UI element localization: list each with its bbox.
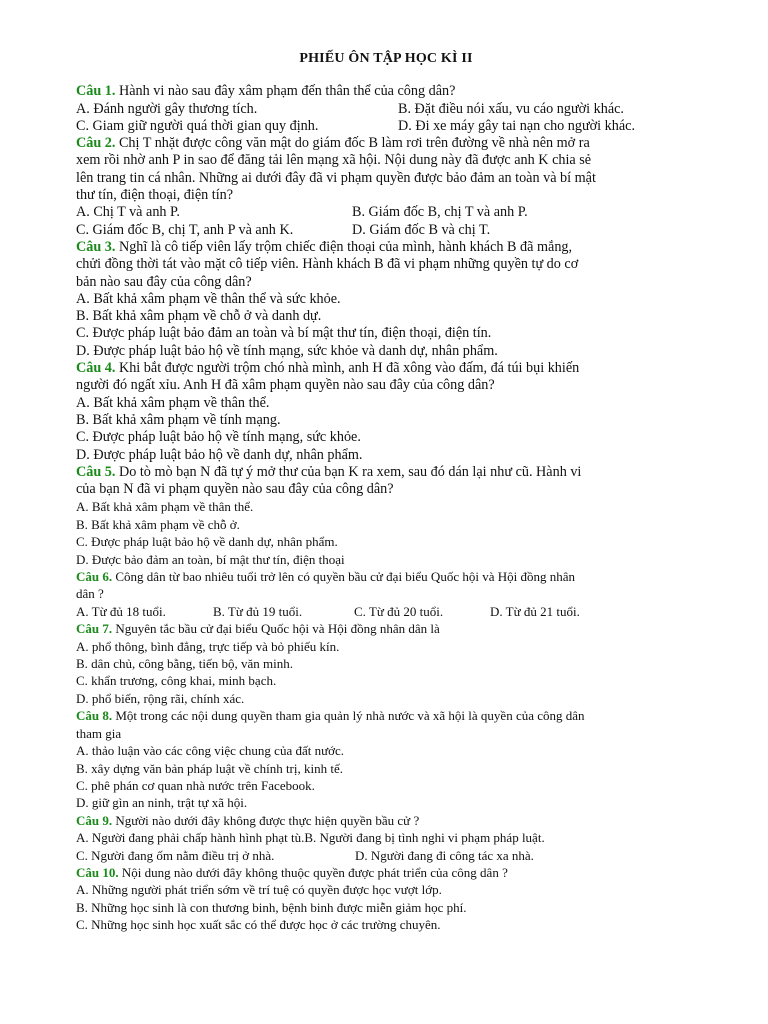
option: D. Được bảo đảm an toàn, bí mật thư tín, điện thoại — [76, 551, 345, 567]
question-text-line: Câu 9. Người nào dưới đây không được thực hiện quyền bầu cử ? — [76, 812, 420, 828]
question-7 — [76, 620, 696, 707]
question-list — [76, 83, 696, 933]
question-number: Câu 9. — [76, 812, 113, 828]
option: B. xây dựng văn bản pháp luật về chính trị, kinh tế. — [76, 760, 343, 776]
option: A. Đánh người gây thương tích. — [76, 100, 258, 117]
option: A. Chị T và anh P. — [76, 204, 180, 221]
question-4 — [76, 360, 696, 464]
question-number: Câu 8. — [76, 708, 113, 724]
option: D. Được pháp luật bảo hộ về danh dự, nhân phẩm. — [76, 446, 363, 463]
option: D. Đi xe máy gây tai nạn cho người khác. — [398, 117, 636, 134]
question-text-line: người đó ngất xỉu. Anh H đã xâm phạm quyền nào sau đây của công dân? — [76, 377, 495, 394]
question-text-line: bản nào sau đây của công dân? — [76, 273, 252, 290]
question-text-line: Câu 7. Nguyên tắc bầu cử đại biểu Quốc hội và Hội đồng nhân dân là — [76, 621, 440, 637]
option: D. phổ biến, rộng rãi, chính xác. — [76, 690, 245, 706]
question-6 — [76, 568, 696, 620]
option: C. Được pháp luật bảo đảm an toàn và bí mật thư tín, điện thoại, điện tín. — [76, 325, 492, 342]
option: D. Giám đốc B và chị T. — [352, 221, 491, 238]
question-number: Câu 4. — [76, 360, 116, 377]
option: D. Từ đủ 21 tuổi. — [490, 603, 580, 619]
option: B. dân chủ, công bằng, tiến bộ, văn minh. — [76, 656, 293, 672]
option: A. thảo luận vào các công việc chung của đất nước. — [76, 743, 345, 759]
document-title: PHIẾU ÔN TẬP HỌC KÌ II — [299, 51, 473, 66]
question-text-line: tham gia — [76, 725, 122, 741]
option: A. Từ đủ 18 tuổi. — [76, 603, 166, 619]
question-2 — [76, 135, 696, 239]
question-10 — [76, 864, 696, 934]
question-text-line: Câu 6. Công dân từ bao nhiêu tuổi trở lên có quyền bầu cử đại biểu Quốc hội và Hội đồng nhân — [76, 569, 575, 585]
question-text-line: Câu 8. Một trong các nội dung quyền tham gia quản lý nhà nước và xã hội là quyền của công dân — [76, 708, 585, 724]
option: A. Bất khả xâm phạm về thân thể và sức khỏe. — [76, 290, 341, 307]
option: A. Những người phát triển sớm về trí tuệ có quyền được học vượt lớp. — [76, 882, 442, 898]
option: B. Bất khả xâm phạm về chỗ ở và danh dự. — [76, 308, 322, 325]
question-1 — [76, 83, 696, 135]
option: A. Người đang phải chấp hành hình phạt tù.B. Người đang bị tình nghi vi phạm pháp luật. — [76, 830, 545, 846]
question-3 — [76, 239, 696, 360]
option: D. Được pháp luật bảo hộ về tính mạng, sức khỏe và danh dự, nhân phẩm. — [76, 342, 498, 359]
option: C. Từ đủ 20 tuổi. — [354, 603, 444, 619]
question-text-line: chửi đồng thời tát vào mặt cô tiếp viên. Hành khách B đã vi phạm những quyền tự do cơ — [76, 256, 579, 273]
question-text-line: Câu 5. Do tò mò bạn N đã tự ý mở thư của bạn K ra xem, sau đó dán lại như cũ. Hành vi — [76, 463, 582, 480]
option-row — [76, 101, 696, 118]
question-text-line: dân ? — [76, 586, 104, 602]
option: B. Những học sinh là con thương binh, bệnh binh được miễn giảm học phí. — [76, 899, 467, 915]
option-row — [76, 829, 696, 846]
question-5 — [76, 464, 696, 568]
question-number: Câu 5. — [76, 463, 116, 480]
question-number: Câu 1. — [76, 83, 116, 100]
option: C. Những học sinh học xuất sắc có thể được học ở các trường chuyên. — [76, 917, 441, 933]
option-row — [76, 204, 696, 221]
question-text-line: xem rồi nhờ anh P in sao để đăng tải lên mạng xã hội. Nội dung này đã được anh K chia sẻ — [76, 152, 592, 169]
question-text-line: Câu 1. Hành vi nào sau đây xâm phạm đến thân thể của công dân? — [76, 83, 456, 100]
document-page — [76, 50, 696, 934]
question-8 — [76, 707, 696, 811]
question-number: Câu 10. — [76, 864, 119, 880]
question-text-line: Câu 4. Khi bắt được người trộm chó nhà mình, anh H đã xông vào đấm, đá túi bụi khiến — [76, 360, 580, 377]
question-number: Câu 2. — [76, 135, 116, 152]
option: C. Giam giữ người quá thời gian quy định. — [76, 117, 319, 134]
option: B. Giám đốc B, chị T và anh P. — [352, 204, 528, 221]
option-row — [76, 222, 696, 239]
option: B. Bất khả xâm phạm về tính mạng. — [76, 411, 281, 428]
question-text-line: của bạn N đã vi phạm quyền nào sau đây của công dân? — [76, 481, 394, 498]
option: C. Được pháp luật bảo hộ về danh dự, nhân phẩm. — [76, 534, 338, 550]
option: B. Bất khả xâm phạm về chỗ ở. — [76, 516, 240, 532]
option: C. khẩn trương, công khai, minh bạch. — [76, 673, 277, 689]
option: D. Người đang đi công tác xa nhà. — [355, 847, 534, 863]
question-text-line: thư tín, điện thoại, điện tín? — [76, 187, 234, 204]
option: C. Giám đốc B, chị T, anh P và anh K. — [76, 221, 294, 238]
option: A. phổ thông, bình đẳng, trực tiếp và bỏ phiếu kín. — [76, 638, 340, 654]
option: B. Từ đủ 19 tuổi. — [213, 603, 303, 619]
question-number: Câu 7. — [76, 621, 113, 637]
question-text-line: lên trang tin cá nhân. Những ai dưới đây đã vi phạm quyền được bảo đảm an toàn và bí mật — [76, 169, 596, 186]
question-9 — [76, 812, 696, 864]
option-row — [76, 118, 696, 135]
option: A. Bất khả xâm phạm về thân thể. — [76, 394, 270, 411]
option: C. phê phán cơ quan nhà nước trên Facebook. — [76, 777, 315, 793]
question-text-line: Câu 2. Chị T nhặt được công văn mật do giám đốc B làm rơi trên đường về nhà nên mở ra — [76, 135, 590, 152]
question-text-line: Câu 10. Nội dung nào dưới đây không thuộc quyền được phát triển của công dân ? — [76, 864, 508, 880]
question-number: Câu 6. — [76, 569, 113, 585]
question-text-line: Câu 3. Nghĩ là cô tiếp viên lấy trộm chiếc điện thoại của mình, hành khách B đã mắng, — [76, 238, 573, 255]
option-row — [76, 603, 696, 620]
option: C. Được pháp luật bảo hộ về tính mạng, sức khỏe. — [76, 429, 361, 446]
option: A. Bất khả xâm phạm về thân thể. — [76, 499, 254, 515]
option: B. Đặt điều nói xấu, vu cáo người khác. — [398, 100, 624, 117]
question-number: Câu 3. — [76, 238, 116, 255]
option: D. giữ gìn an ninh, trật tự xã hội. — [76, 795, 248, 811]
option: C. Người đang ốm nằm điều trị ở nhà. — [76, 847, 275, 863]
option-row — [76, 847, 696, 864]
